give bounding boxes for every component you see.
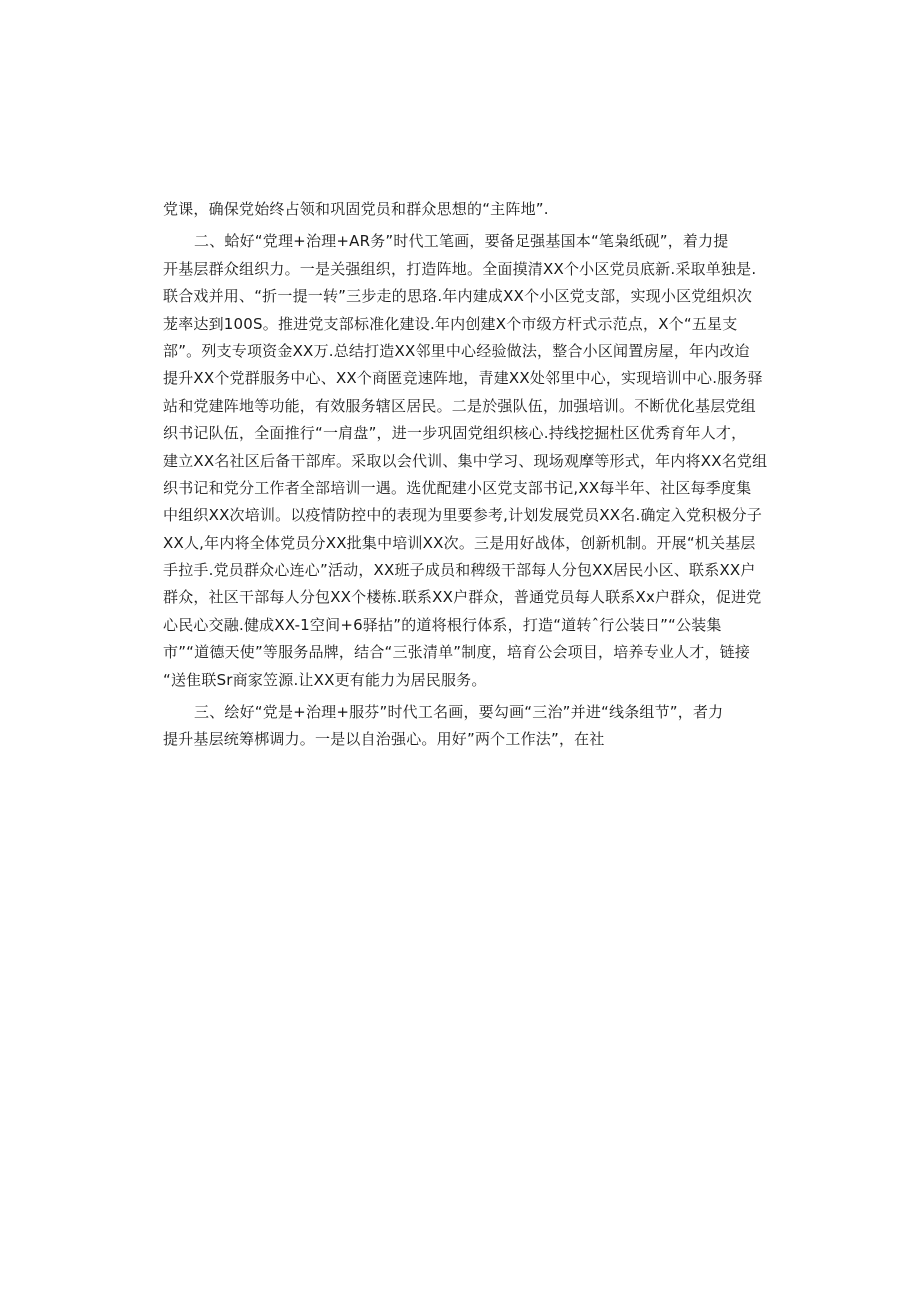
text-line-19: 三、绘好“党是+治理+服芬”时代工名画，要勾画“三治”并进“线条组节”，者力 [194,703,724,722]
text-line-10: 建立XX名社区后备干部库。采取以会代训、集中学习、现场观摩等形式，年内将XX名党组 [163,451,768,470]
text-line-4: 联合戏并用、“折一提一转”三步走的思珞.年内建成XX个小区党支部，实现小区党组炽次 [163,287,753,306]
text-line-18: “送隹联Sr商家笠源.让XX更有能力为居民服务。 [163,670,487,689]
text-line-6: 部”。列支专项资金XX万.总结打造XX邻里中心经验做法，整合小区闻置房屋，年内改迨 [163,341,750,360]
document-page [163,196,773,754]
text-line-16: 心民心交融.健成XX-1空间+6驿拈”的道将根行体系，打造“道转ˆ行公装日”“公装集 [163,615,722,634]
text-line-5: 茏率达到100S。推进党支部标准化建设.年内创建X个市级方杆式示范点，X个“五星支 [163,314,738,333]
text-line-12: 中组织XX次培训。以疫情防控中的表现为里要参考,计划发展党员XX名.确定入党积极分子 [163,506,763,525]
text-line-14: 手拉手.党员群众心连心”活动，XX班子成员和稗级干部每人分包XX居民小区、联系XX户 [163,561,756,580]
text-line-9: 织书记队伍，全面推行“一肩盘”，进一步巩固党组织核心.持线挖掘杜区优秀育年人才， [163,424,747,443]
text-line-1: 党课，确保党始终占领和巩固党员和群众思想的“主阵地”. [163,200,549,218]
text-line-20: 提升基层统筹梆调力。一是以自治强心。用好”两个工作法”，在社 [163,730,605,749]
text-line-8: 站和党建阵地等功能，有效服务辖区居民。二是於强队伍，加强培训。不断优化基层党组 [163,396,756,415]
text-line-3: 开基层群众组织力。一是关强组织，打造阵地。全面摸清XX个小区党员底新.采取单独是. [163,259,757,278]
text-line-11: 织书记和党分工作者全部培训一遇。选优配建小区党支部书记,XX每半年、社区每季度集 [163,478,752,497]
text-line-2: 二、蛤好“党理+治理+AR务”时代工笔画，要备足强基国本“笔枭纸砚”，着力提 [194,232,729,251]
text-line-13: XX人,年内将全体党员分XX批集中培训XX次。三是用好战体，创新机制。开展“机关基层 [163,533,756,552]
text-line-17: 市”“道德天使”等服务品牌，结合“三张清单”制度，培育公会项目，培养专业人才，链接 [163,643,751,662]
text-line-7: 提升XX个党群服务中心、XX个商匿竞速阵地，青建XX处邻里中心，实现培训中心.服务驿 [163,369,763,388]
text-line-15: 群众，社区干部每人分包XX个楼栋.联系XX户群众，普通党员每人联系Xx户群众，促进党 [163,588,762,607]
